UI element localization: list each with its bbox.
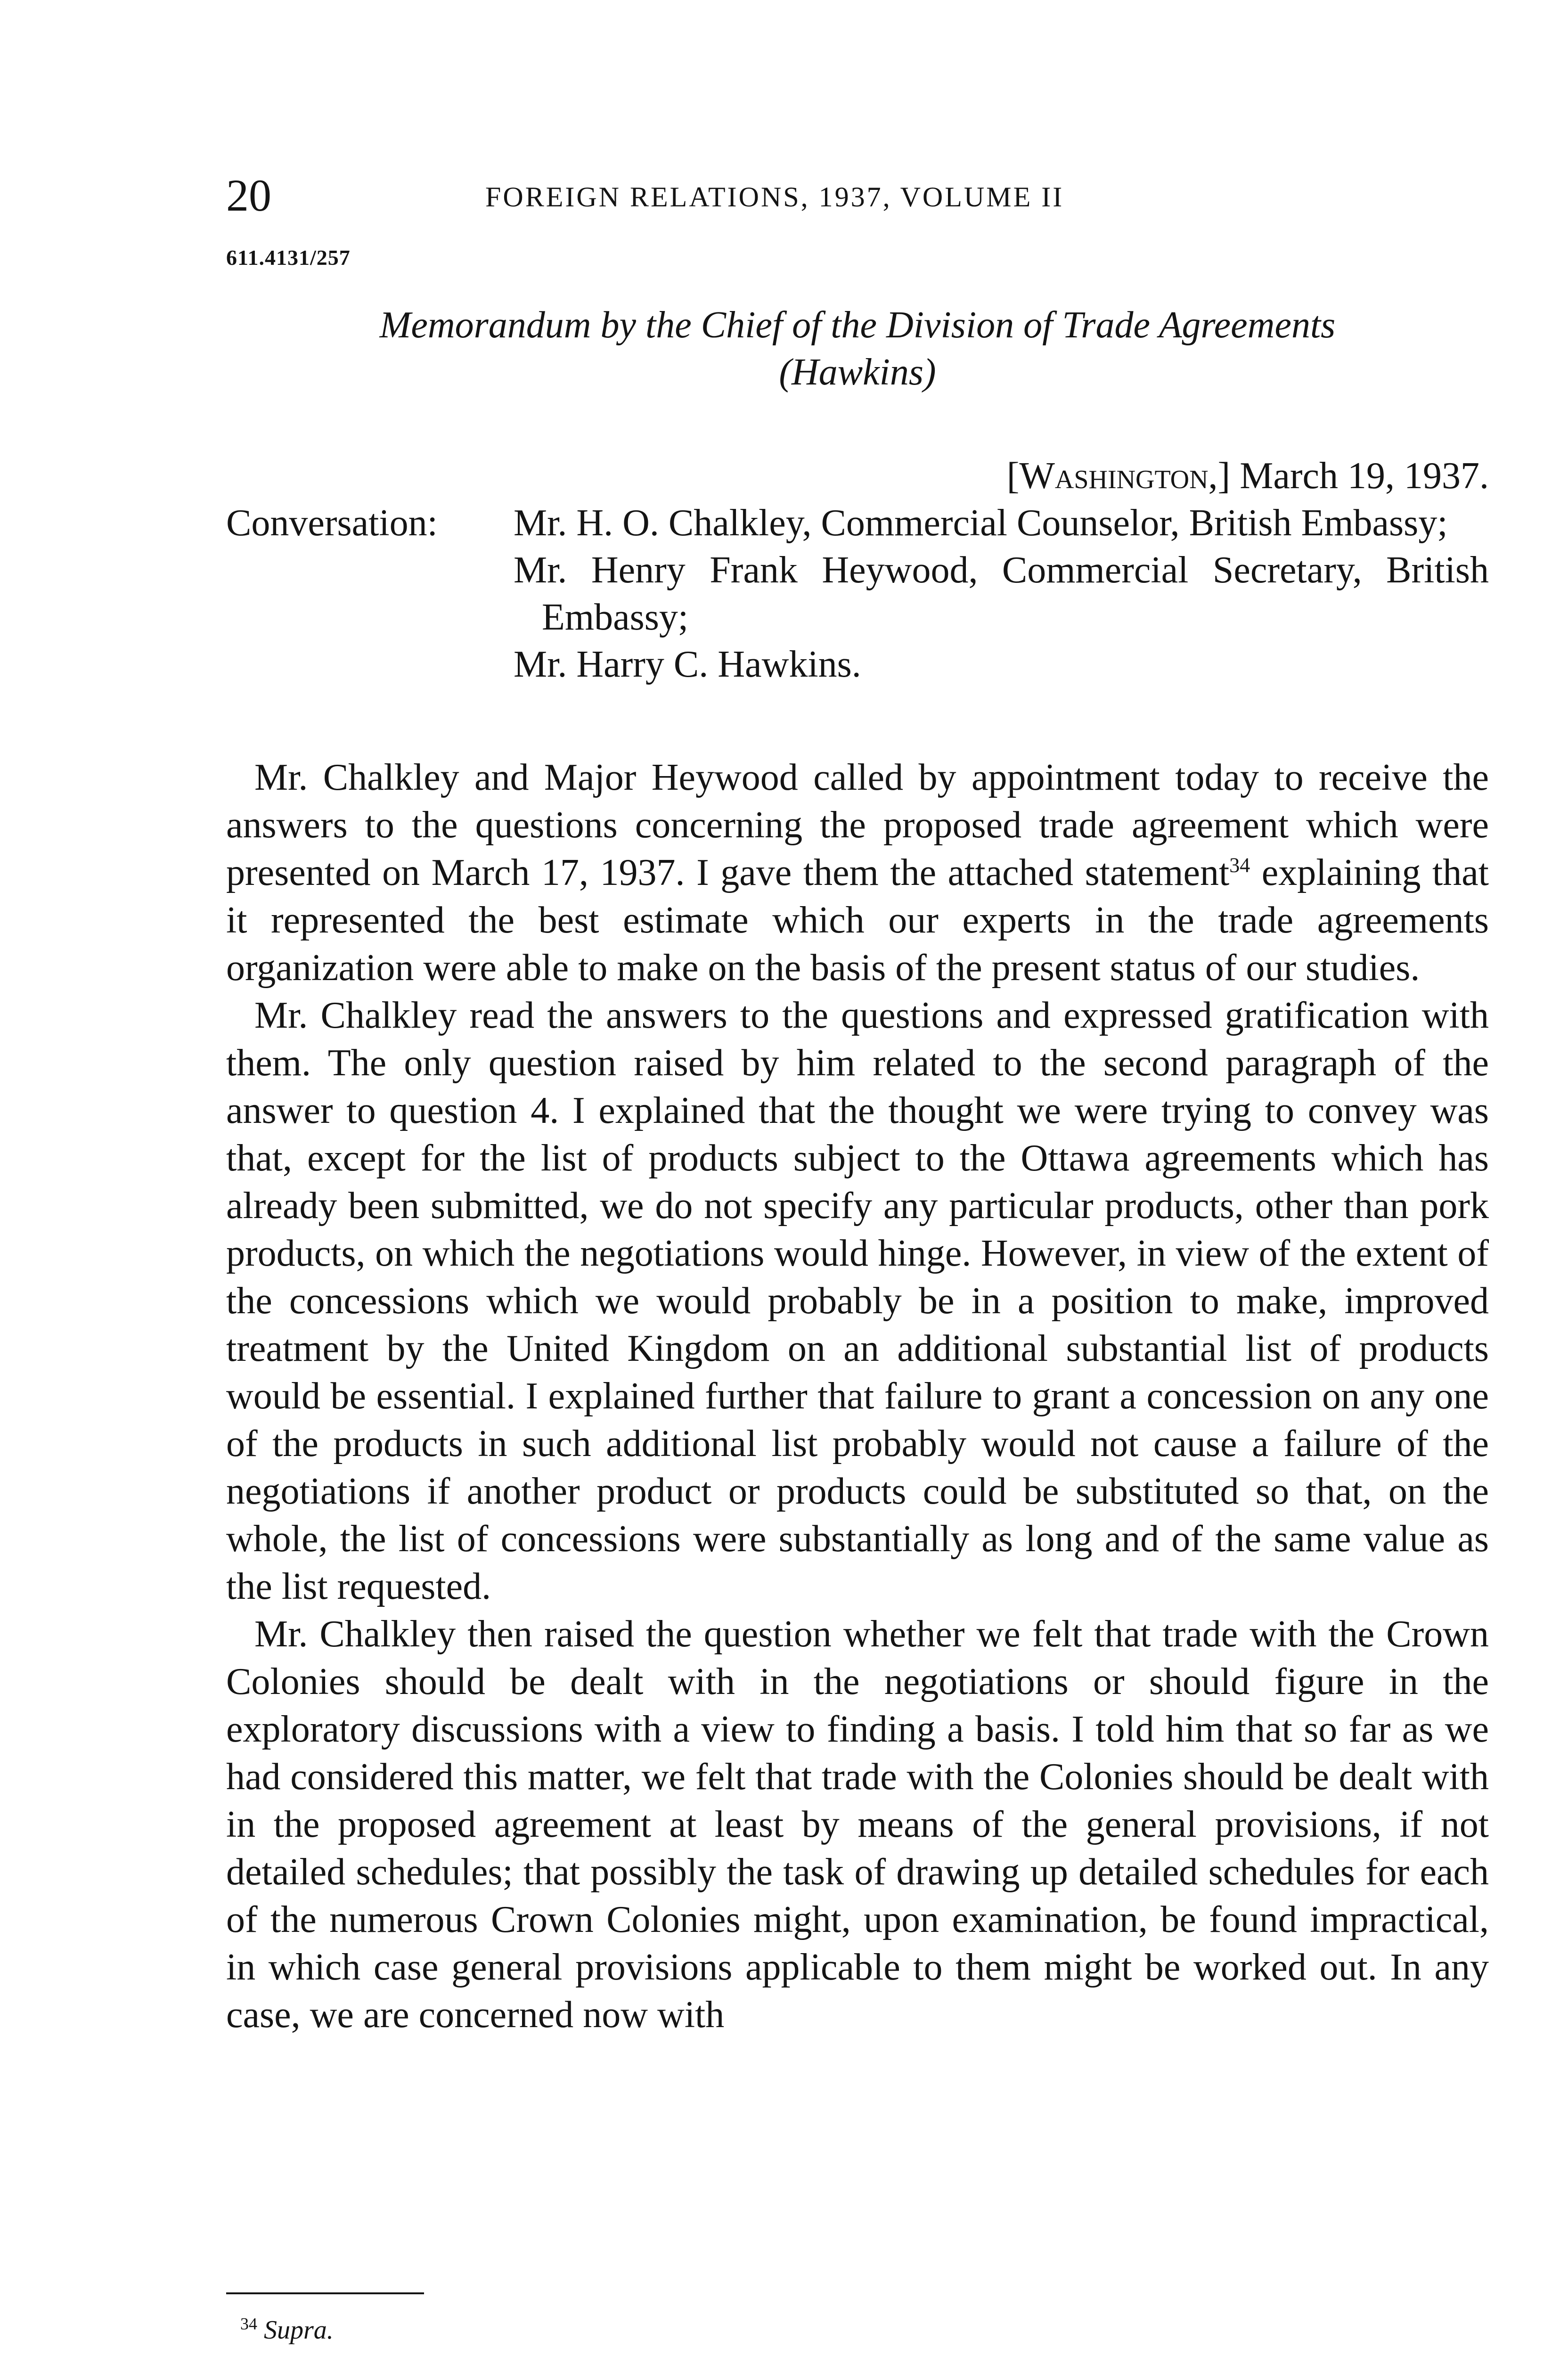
participant-list <box>514 499 1489 688</box>
dateline-date: March 19, 1937. <box>1240 455 1489 497</box>
participant-item: Mr. Harry C. Hawkins. <box>514 644 861 685</box>
running-title: FOREIGN RELATIONS, 1937, VOLUME II <box>485 181 1064 213</box>
paragraph: Mr. Chalkley and Major Heywood called by appointment today to receive the answers to the questions concerning the proposed trade agreement which were presented on March 17, 1937. I gave them the attached statement$^{34}$ explaining that it represented the best estimate which our experts in the trade agreements organization were able to make on the basis of the present status of our studies. <box>226 757 1489 989</box>
paragraph: Mr. Chalkley then raised the question whether we felt that trade with the Crown Colonies should be dealt with in the negotiations or should figure in the exploratory discussions with a view to finding a basis. I told him that so far as we had considered this matter, we felt that trade with the Colonies should be dealt with in the proposed agreement at least by means of the general provisions, if not detailed schedules; that possibly the task of drawing up detailed schedules for each of the numerous Crown Colonies might, upon examination, be found impractical, in which case general provisions applicable to them might be worked out. In any case, we are concerned now with <box>226 1613 1489 2036</box>
footnote <box>240 2311 334 2349</box>
document-title-line-2: (Hawkins) <box>779 352 936 393</box>
footnote-text: Supra. <box>264 2315 334 2345</box>
footnote-reference: 34 <box>1229 853 1250 877</box>
page-number: 20 <box>226 170 271 221</box>
participant-item: Mr. Henry Frank Heywood, Commercial Secretary, British Embassy; <box>514 549 1489 638</box>
running-head <box>226 170 1489 221</box>
participant-item: Mr. H. O. Chalkley, Commercial Counselor, British Embassy; <box>514 502 1448 544</box>
document-title-line-1: Memorandum by the Chief of the Division of Trade Agreements <box>379 304 1336 346</box>
conversation-label: Conversation: <box>226 502 438 544</box>
footnote-mark: 34 <box>240 2314 257 2333</box>
dateline <box>1007 452 1489 499</box>
document-title <box>226 302 1489 396</box>
memorandum-body <box>226 754 1489 2039</box>
file-reference: 611.4131/257 <box>226 245 351 270</box>
paragraph: Mr. Chalkley read the answers to the questions and expressed gratification with them. The only question raised by him related to the second paragraph of the answer to question 4. I explained that the thought we were trying to convey was that, except for the list of products subject to the Ottawa agreements which has already been submitted, we do not specify any particular products, other than pork products, on which the negotiations would hinge. However, in view of the extent of the concessions which we would probably be in a position to make, improved treatment by the United Kingdom on an additional substantial list of products would be essential. I explained further that failure to grant a concession on any one of the products in such additional list probably would not cause a failure of the negotiations if another product or products could be substituted so that, on the whole, the list of concessions were substantially as long and of the same value as the list requested. <box>226 995 1489 1607</box>
footnote-divider <box>226 2292 424 2294</box>
dateline-place: [Washington,] <box>1006 455 1231 497</box>
